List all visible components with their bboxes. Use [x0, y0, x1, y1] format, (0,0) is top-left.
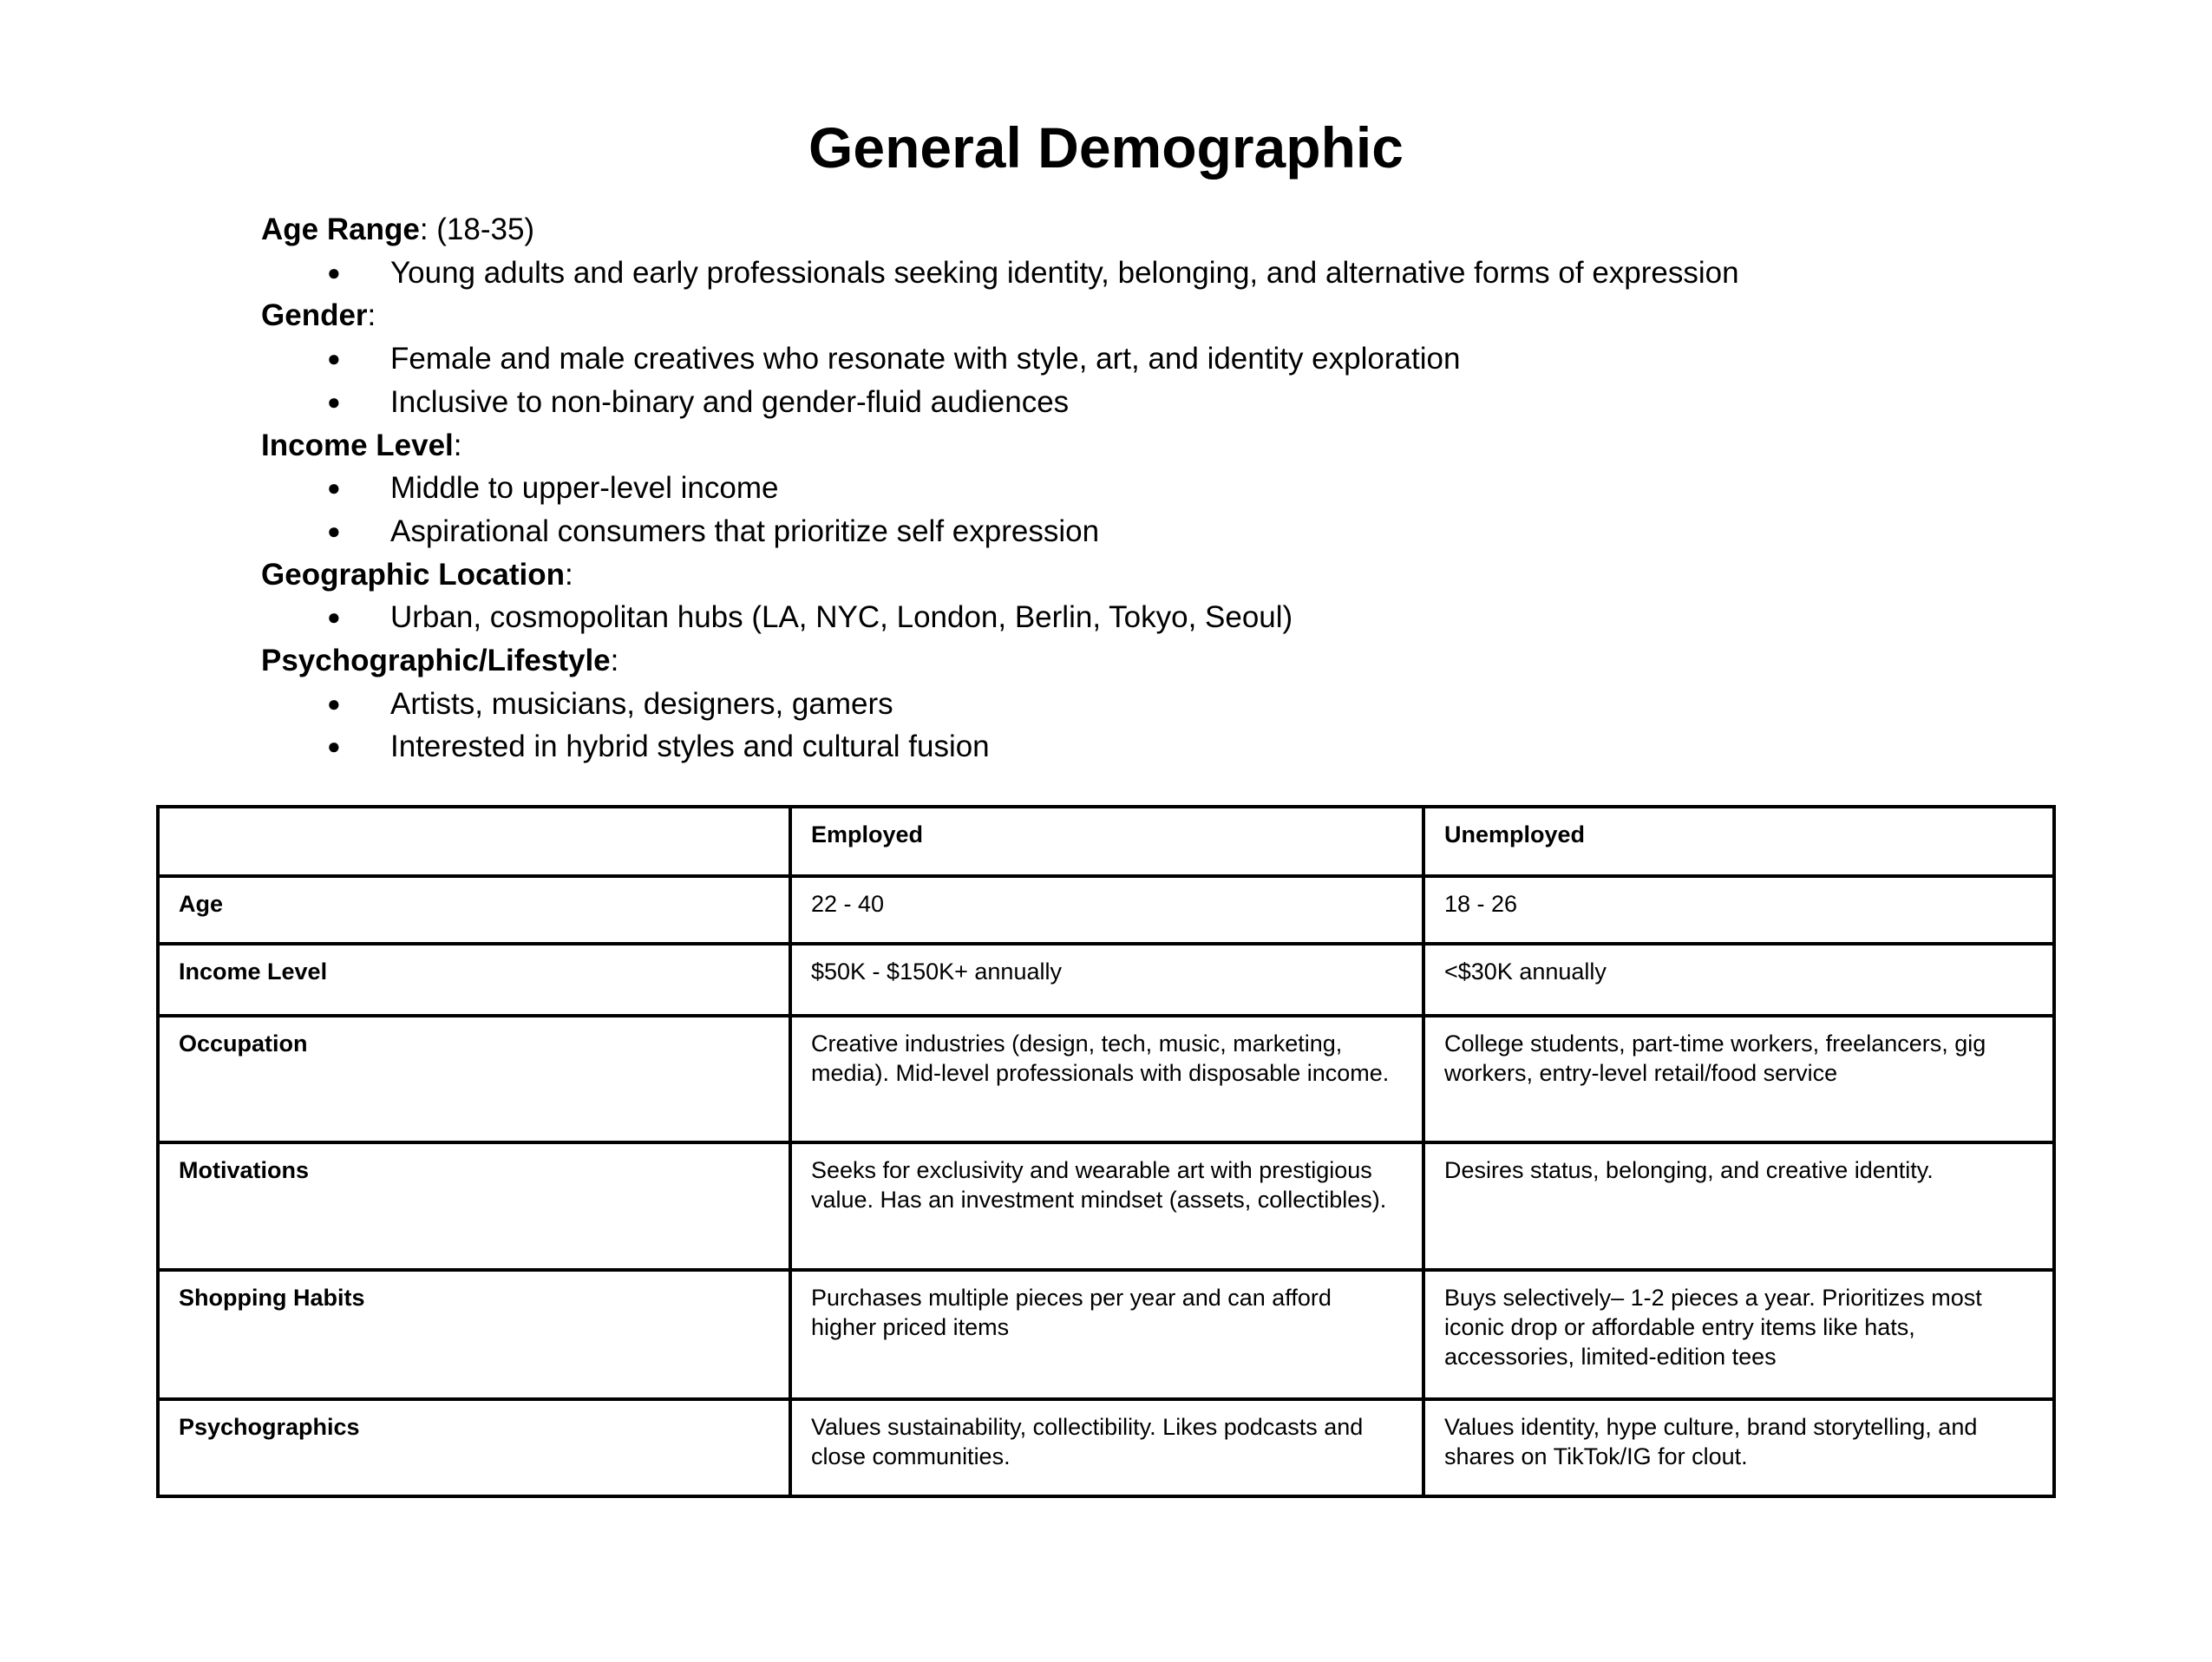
- section-label: Age Range: [261, 213, 420, 246]
- list-item: [261, 381, 1739, 424]
- comparison-table: [156, 805, 2056, 1498]
- table-row: [158, 1270, 2054, 1399]
- table-row: [158, 944, 2054, 1016]
- table-cell: Buys selectively– 1-2 pieces a year. Prioritizes most iconic drop or affordable entry items like hats, accessories, limited-edition tees: [1423, 1270, 2054, 1399]
- list-item-text: Artists, musicians, designers, gamers: [390, 686, 893, 721]
- table-cell: Seeks for exclusivity and wearable art with prestigious value. Has an investment mindset (assets, collectibles).: [790, 1142, 1423, 1270]
- section-heading: [261, 553, 1739, 597]
- list-item-text: Young adults and early professionals seeking identity, belonging, and alternative forms of expression: [390, 255, 1739, 290]
- demographic-list: [261, 208, 1739, 769]
- table-row: [158, 1142, 2054, 1270]
- bullet-icon: ●: [327, 604, 341, 631]
- section-value: :: [453, 428, 462, 462]
- bullet-icon: ●: [327, 517, 341, 544]
- section-label: Geographic Location: [261, 557, 566, 592]
- bullet-icon: ●: [327, 388, 341, 415]
- section-label: Income Level: [261, 428, 454, 462]
- list-item-text: Urban, cosmopolitan hubs (LA, NYC, London, Berlin, Tokyo, Seoul): [390, 600, 1293, 635]
- section-heading: [261, 639, 1739, 683]
- list-item: [261, 683, 1739, 726]
- section-value: :: [565, 557, 573, 592]
- section-heading: [261, 208, 1739, 252]
- section-value: :: [367, 298, 376, 333]
- list-item: [261, 252, 1739, 295]
- list-item: [261, 596, 1739, 639]
- table-cell: Values sustainability, collectibility. Likes podcasts and close communities.: [790, 1399, 1423, 1496]
- list-item: [261, 510, 1739, 553]
- list-item-text: Inclusive to non-binary and gender-fluid audiences: [390, 384, 1070, 419]
- table-cell: Creative industries (design, tech, music, marketing, media). Mid-level professionals with disposable income.: [790, 1016, 1423, 1142]
- list-item-text: Middle to upper-level income: [390, 471, 779, 506]
- bullet-icon: ●: [327, 258, 341, 285]
- header-cell: Unemployed: [1423, 807, 2054, 876]
- table-cell: College students, part-time workers, freelancers, gig workers, entry-level retail/food service: [1423, 1016, 2054, 1142]
- table-row: [158, 1399, 2054, 1496]
- table-cell: Values identity, hype culture, brand storytelling, and shares on TikTok/IG for clout.: [1423, 1399, 2054, 1496]
- section-value: : (18-35): [419, 213, 535, 246]
- table-cell: Desires status, belonging, and creative identity.: [1423, 1142, 2054, 1270]
- table-header-row: [158, 807, 2054, 876]
- list-item: [261, 725, 1739, 769]
- bullet-icon: ●: [327, 733, 341, 760]
- list-item: [261, 467, 1739, 510]
- row-label: Income Level: [158, 944, 790, 1016]
- list-item-text: Aspirational consumers that prioritize self expression: [390, 514, 1100, 548]
- section-heading: [261, 424, 1739, 468]
- list-item-text: Female and male creatives who resonate with style, art, and identity exploration: [390, 342, 1461, 376]
- table-row: [158, 1016, 2054, 1142]
- table-row: [158, 876, 2054, 944]
- list-item-text: Interested in hybrid styles and cultural fusion: [390, 730, 990, 764]
- section-value: :: [610, 644, 619, 678]
- table-cell: $50K - $150K+ annually: [790, 944, 1423, 1016]
- table-cell: <$30K annually: [1423, 944, 2054, 1016]
- row-label: Shopping Habits: [158, 1270, 790, 1399]
- list-item: [261, 337, 1739, 381]
- bullet-icon: ●: [327, 345, 341, 372]
- bullet-icon: ●: [327, 474, 341, 501]
- row-label: Age: [158, 876, 790, 944]
- table-cell: 22 - 40: [790, 876, 1423, 944]
- table-cell: Purchases multiple pieces per year and can afford higher priced items: [790, 1270, 1423, 1399]
- section-heading: [261, 294, 1739, 337]
- table-cell: 18 - 26: [1423, 876, 2054, 944]
- header-cell: [158, 807, 790, 876]
- bullet-icon: ●: [327, 690, 341, 716]
- row-label: Motivations: [158, 1142, 790, 1270]
- header-cell: Employed: [790, 807, 1423, 876]
- row-label: Psychographics: [158, 1399, 790, 1496]
- row-label: Occupation: [158, 1016, 790, 1142]
- section-label: Gender: [261, 298, 368, 333]
- section-label: Psychographic/Lifestyle: [261, 644, 611, 678]
- page-title: General Demographic: [808, 115, 1404, 180]
